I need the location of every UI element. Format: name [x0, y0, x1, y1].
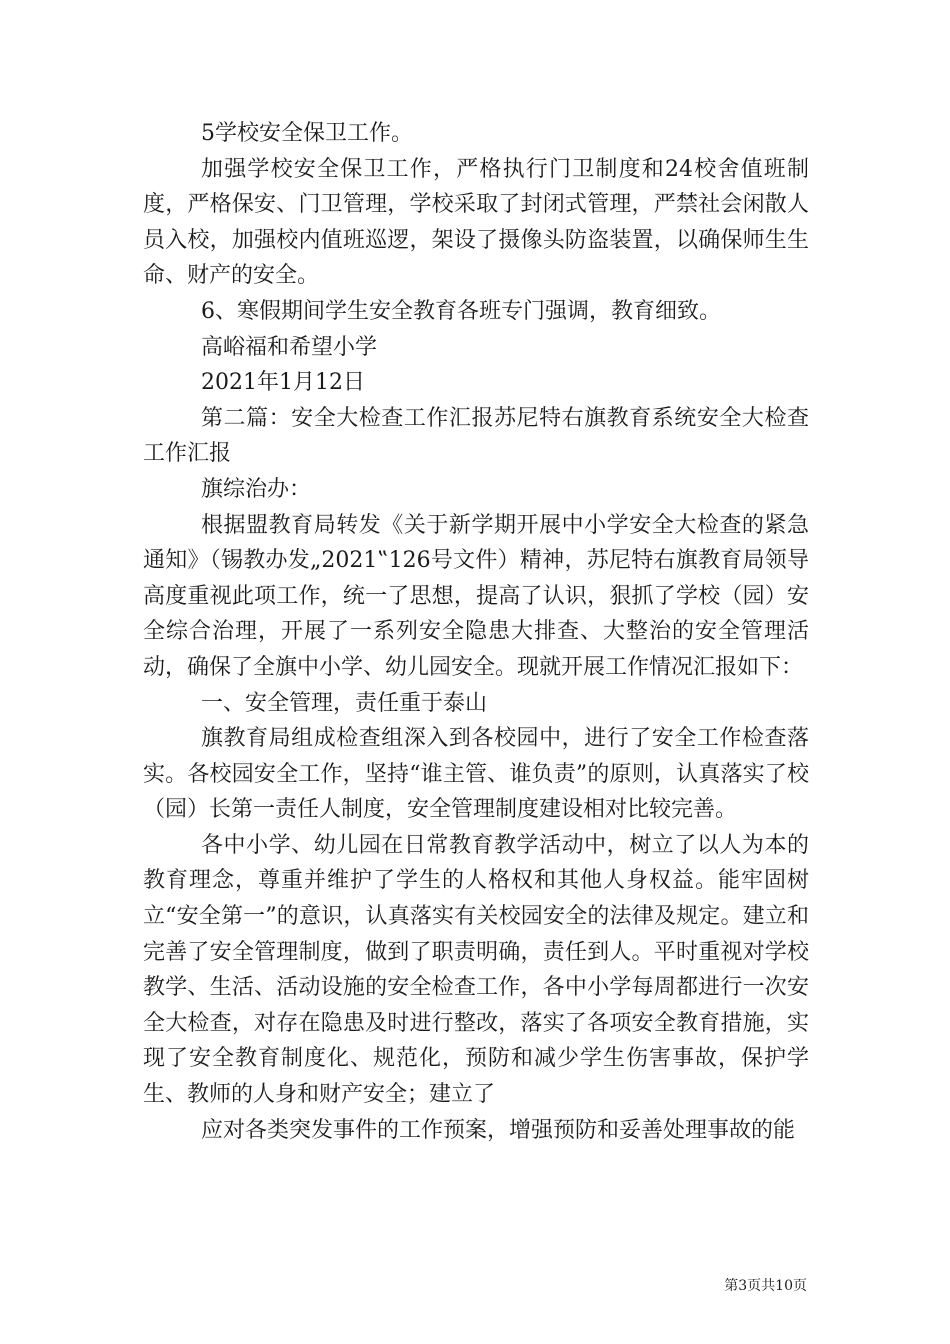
document-body	[143, 116, 809, 1148]
paragraph-security-work: 加强学校安全保卫工作，严格执行门卫制度和24校舍值班制度，严格保安、门卫管理，学校采取了封闭式管理，严禁社会闲散人员入校，加强校内值班巡逻，架设了摄像头防盗装置，以确保师生生命、财产的安全。	[143, 156, 809, 289]
paragraph-section-5-heading: 5学校安全保卫工作。	[201, 121, 413, 146]
paragraph-date: 2021年1月12日	[201, 370, 365, 396]
paragraph-emergency-plans: 应对各类突发事件的工作预案，增强预防和妥善处理事故的能	[201, 1117, 796, 1143]
paragraph-winter-vacation: 6、寒假期间学生安全教育各班专门强调，教育细致。	[201, 298, 721, 324]
paragraph-school-name: 高峪福和希望小学	[201, 334, 378, 360]
paragraph-salutation: 旗综治办：	[201, 476, 312, 502]
page-number: 第3页共10页	[724, 1278, 807, 1294]
paragraph-intro: 根据盟教育局转发《关于新学期开展中小学安全大检查的紧急通知》（锡教办发„2021‟126号文件）精神，苏尼特右旗教育局领导高度重视此项工作，统一了思想，提高了认识，狠抓了学校（园）安全综合治理，开展了一系列安全隐患大排查、大整治的安全管理活动，确保了全旗中小学、幼儿园安全。现就开展工作情况汇报如下：	[143, 512, 809, 680]
paragraph-section-1-heading: 一、安全管理，责任重于泰山	[201, 690, 488, 716]
paragraph-education-philosophy: 各中小学、幼儿园在日常教育教学活动中，树立了以人为本的教育理念，尊重并维护了学生的人格权和其他人身权益。能牢固树立“安全第一”的意识，认真落实有关校园安全的法律及规定。建立和完善了安全管理制度，做到了职责明确，责任到人。平时重视对学校教学、生活、活动设施的安全检查工作，各中小学每周都进行一次安全大检查，对存在隐患及时进行整改，落实了各项安全教育措施，实现了安全教育制度化、规范化，预防和减少学生伤害事故，保护学生、教师的人身和财产安全；建立了	[143, 832, 809, 1108]
paragraph-second-article-title: 第二篇：安全大检查工作汇报苏尼特右旗教育系统安全大检查工作汇报	[143, 405, 809, 467]
paragraph-inspection-team: 旗教育局组成检查组深入到各校园中，进行了安全工作检查落实。各校园安全工作，坚持“谁主管、谁负责”的原则，认真落实了校（园）长第一责任人制度，安全管理制度建设相对比较完善。	[143, 726, 809, 823]
